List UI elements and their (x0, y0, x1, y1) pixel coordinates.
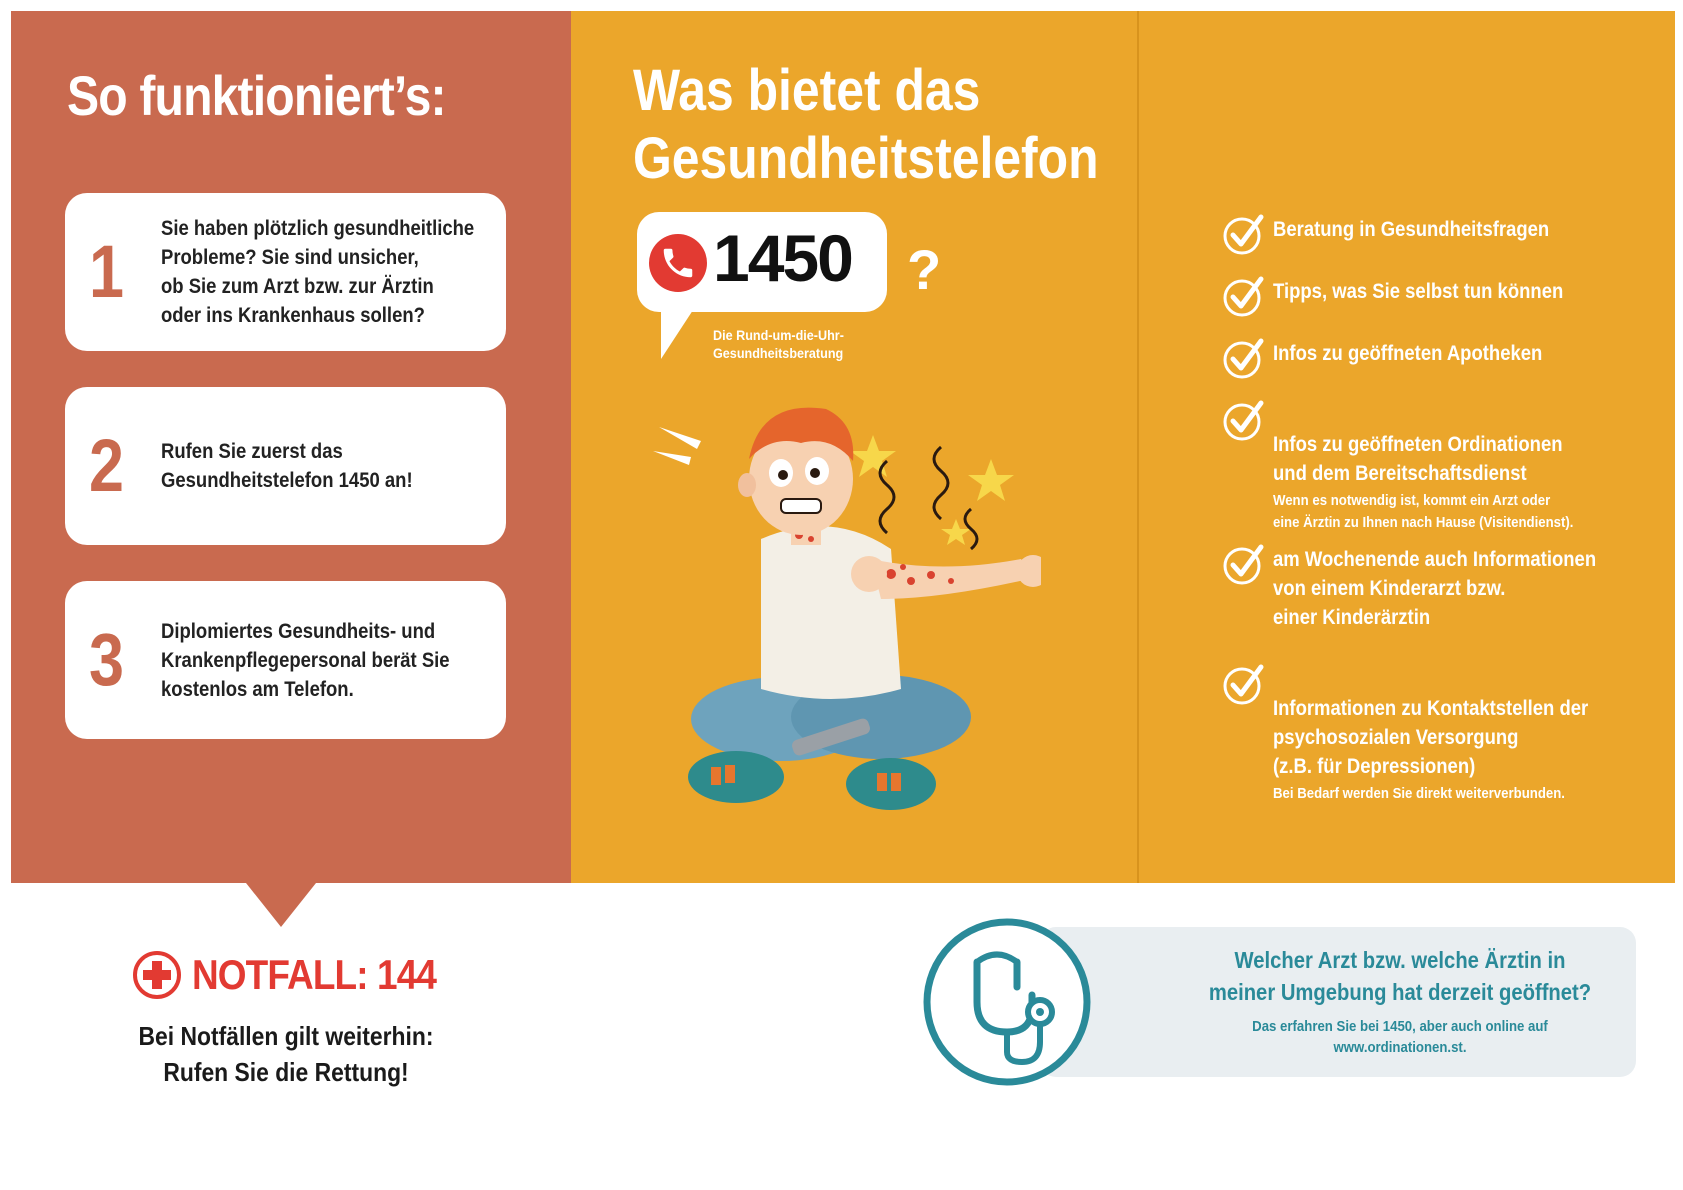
step-number: 1 (89, 230, 124, 313)
step-card-3 (65, 581, 506, 739)
bubble-caption: Die Rund-um-die-Uhr- Gesundheitsberatung (713, 327, 844, 361)
phone-icon (649, 234, 707, 292)
step-number: 2 (89, 424, 124, 507)
check-item-text: Beratung in Gesundheitsfragen (1273, 218, 1550, 241)
question-mark: ? (907, 238, 942, 301)
check-item-main: Informationen zu Kontaktstellen der psychosozialen Versorgung (z.B. für Depressionen) (1273, 697, 1589, 778)
left-panel-title: So funktioniert’s: (67, 64, 446, 127)
emergency-number-label: NOTFALL: 144 (192, 951, 437, 998)
check-item-text (1273, 401, 1643, 563)
stethoscope-icon (922, 917, 1092, 1087)
phone-bubble (637, 212, 887, 312)
emergency-text: Bei Notfällen gilt weiterhin: Rufen Sie die Rettung! (138, 1021, 434, 1087)
step-text: Sie haben plötzlich gesundheitliche Probleme? Sie sind unsicher, ob Sie zum Arzt bzw. zur Ärztin oder ins Krankenhaus sollen? (161, 217, 475, 327)
panel-pointer (246, 883, 316, 927)
checkmark-icon (1221, 541, 1267, 587)
checkmark-icon (1221, 661, 1267, 707)
middle-panel-title: Was bietet das Gesundheitstelefon (633, 58, 1099, 191)
checkmark-icon (1221, 335, 1267, 381)
checkmark-icon (1221, 211, 1267, 257)
step-card-1 (65, 193, 506, 351)
left-panel (11, 11, 571, 883)
check-item-text: Tipps, was Sie selbst tun können (1273, 280, 1564, 303)
right-panel (1137, 11, 1675, 883)
step-card-2 (65, 387, 506, 545)
info-box-subtitle: Das erfahren Sie bei 1450, aber auch online auf www.ordinationen.st. (1252, 1018, 1548, 1056)
middle-panel (571, 11, 1137, 883)
step-number: 3 (89, 618, 124, 701)
check-item-text (1273, 665, 1643, 834)
check-item-subtext: Wenn es notwendig ist, kommt ein Arzt oder eine Ärztin zu Ihnen nach Hause (Visitendienst). (1273, 492, 1574, 531)
check-item-main: Infos zu geöffneten Ordinationen und dem Bereitschaftsdienst (1273, 433, 1563, 485)
phone-number: 1450 (713, 221, 852, 295)
check-item-subtext: Bei Bedarf werden Sie direkt weiterverbunden. (1273, 785, 1565, 802)
step-text: Rufen Sie zuerst das Gesundheitstelefon 1450 an! (161, 440, 413, 492)
checkmark-icon (1221, 397, 1267, 443)
checkmark-icon (1221, 273, 1267, 319)
bubble-tail (661, 307, 695, 359)
check-item-text: Infos zu geöffneten Apotheken (1273, 342, 1543, 365)
step-text: Diplomiertes Gesundheits- und Krankenpflegepersonal berät Sie kostenlos am Telefon. (161, 619, 450, 701)
check-item-text: am Wochenende auch Informationen von einem Kinderarzt bzw. einer Kinderärztin (1273, 548, 1597, 629)
red-cross-icon (132, 950, 182, 1000)
info-box-title: Welcher Arzt bzw. welche Ärztin in meiner Umgebung hat derzeit geöffnet? (1208, 947, 1592, 1005)
boy-with-rash-illustration (641, 399, 1041, 839)
emergency-heading (132, 950, 469, 1000)
